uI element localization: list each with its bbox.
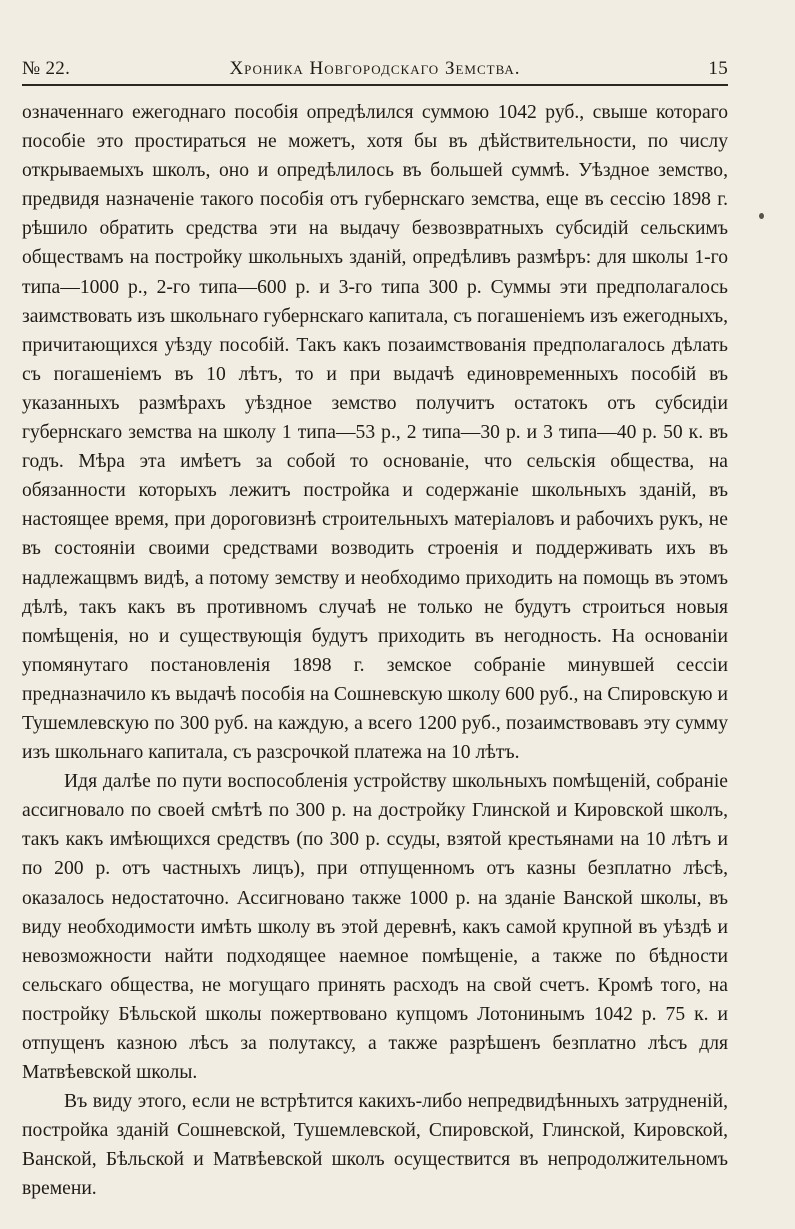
- journal-title: Хроника Новгородскаго Земства.: [229, 58, 521, 79]
- ink-speck: [759, 213, 764, 219]
- paragraph-continued: означеннаго ежегоднаго пособія опредѣлился суммою 1042 руб., свыше котораго пособіе это простираться не можетъ, хотя бы въ дѣйствительности, по числу открываемыхъ школъ, оно и опредѣлилось въ большей суммѣ. Уѣздное земство, предвидя назначеніе такого пособія отъ губернскаго земства, еще въ сессію 1898 г. рѣшило обратить средства эти на выдачу безвозвратныхъ субсидій сельскимъ обществамъ на постройку школьныхъ зданій, опредѣливъ размѣръ: для школы 1-го типа—1000 р., 2-го типа—600 р. и 3-го типа 300 р. Суммы эти предполагалось заимствовать изъ школьнаго губернскаго капитала, съ погашеніемъ изъ ежегодныхъ, причитающихся уѣзду пособій. Такъ какъ позаимствованія предполагалось дѣлать съ погашеніемъ въ 10 лѣтъ, то и при выдачѣ единовременныхъ пособій въ указанныхъ размѣрахъ уѣздное земство получитъ остатокъ отъ субсидіи губернскаго земства на школу 1 типа—53 р., 2 типа—30 р. и 3 типа—40 р. 50 к. въ годъ. Мѣра эта имѣетъ за собой то основаніе, что сельскія общества, на обязанности которыхъ лежитъ постройка и содержаніе школьныхъ зданій, въ настоящее время, при дороговизнѣ строительныхъ матеріаловъ и рабочихъ рукъ, не въ состояніи своими средствами возводить строенія и поддерживать ихъ въ надлежащвмъ видѣ, а потому земству и необходимо приходить на помощь въ этомъ дѣлѣ, такъ какъ въ противномъ случаѣ не только не будутъ строиться новыя помѣщенія, но и существующія будутъ приходить въ негодность. На основаніи упомянутаго постановленія 1898 г. земское собраніе минувшей сессіи предназначило къ выдачѣ пособія на Сошневскую школу 600 руб., на Спировскую и Тушемлевскую по 300 руб. на каждую, а всего 1200 руб., позаимствовавъ эту сумму изъ школьнаго капитала, съ разсрочкой платежа на 10 лѣтъ.: [22, 102, 728, 764]
- header-rule: [22, 84, 728, 86]
- paragraph-conclusion: Въ виду этого, если не встрѣтится какихъ-либо непредвидѣнныхъ затрудненій, постройка зданій Сошневской, Тушемлевской, Спировской, Глинской, Кировской, Ванской, Бѣльской и Матвѣевской школъ осуществится въ непродолжительномъ времени.: [22, 1091, 728, 1200]
- paragraph-school-funding: Идя далѣе по пути воспособленія устройству школьныхъ помѣщеній, собраніе ассигновало по своей смѣтѣ по 300 р. на достройку Глинской и Кировской школъ, такъ какъ имѣющихся средствъ (по 300 р. ссуды, взятой крестьянами на 10 лѣтъ и по 200 р. отъ частныхъ лицъ), при отпущенномъ отъ казны безплатно лѣсѣ, оказалось недостаточно. Ассигновано также 1000 р. на зданіе Ванской школы, въ виду необходимости имѣть школу въ этой деревнѣ, какъ самой крупной въ уѣздѣ и невозможности найти подходящее наемное помѣщеніе, а также по бѣдности сельскаго общества, не могущаго принять расходъ на свой счетъ. Кромѣ того, на постройку Бѣльской школы пожертвовано купцомъ Лотонинымъ 1042 р. 75 к. и отпущенъ казною лѣсъ за полутаксу, а также разрѣшенъ безплатно лѣсъ для Матвѣевской школы.: [22, 771, 728, 1084]
- issue-number: № 22.: [22, 58, 71, 79]
- running-header: [22, 58, 728, 84]
- body-text: [22, 98, 728, 1204]
- page-number: 15: [708, 58, 728, 79]
